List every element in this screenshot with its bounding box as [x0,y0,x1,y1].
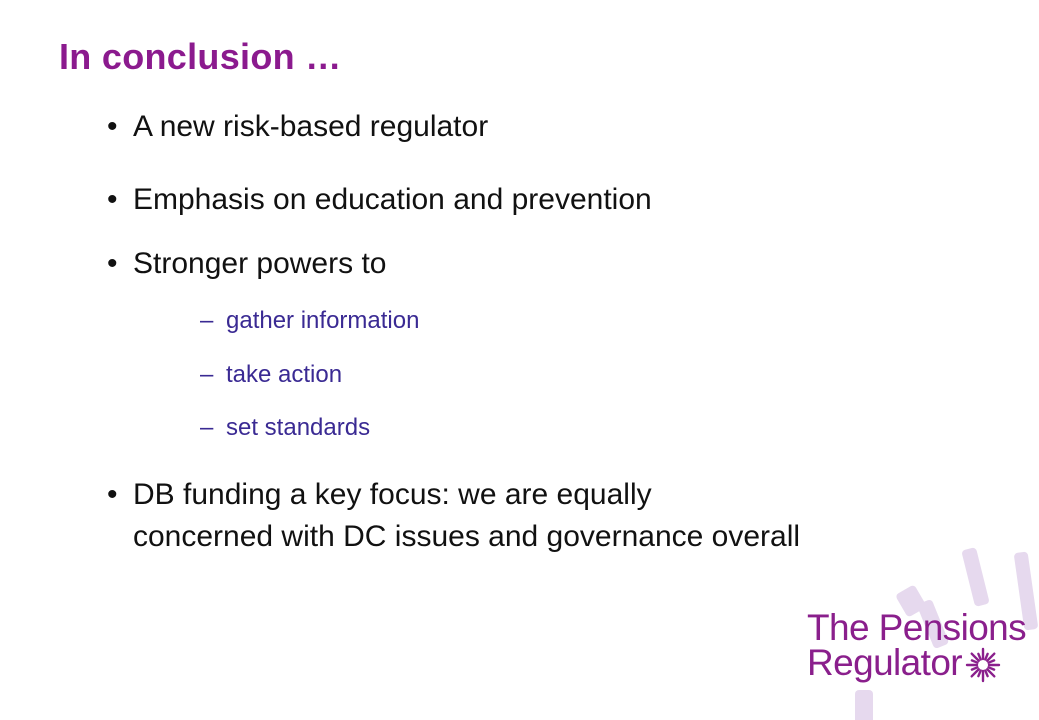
bullet-marker: • [107,183,118,216]
sunburst-ray [989,660,995,662]
logo-line-1: The Pensions [807,607,1027,648]
bullet-continuation [133,516,800,558]
sunburst-ray [978,671,980,677]
bullet-marker: • [107,478,118,511]
slide-title: In conclusion … [59,36,342,77]
bullet-text: A new risk-based regulator [133,110,489,143]
bullet-marker: • [107,247,118,280]
bullet-text: Stronger powers to [133,247,387,280]
sub-bullet-marker: – [200,414,214,441]
sub-bullet-marker: – [200,361,214,388]
bullet-marker: • [107,110,118,143]
sunburst-ray [978,654,980,660]
sub-bullet-text: set standards [226,414,371,441]
bullet-text: Emphasis on education and prevention [133,183,652,216]
sunburst-ray [989,667,995,669]
sub-bullet-text: take action [226,361,343,388]
sub-bullet-marker: – [200,307,214,334]
sunburst-ray [972,660,978,662]
sunburst-ray [985,671,987,677]
sunburst-icon [965,647,1001,683]
bullet-text: DB funding a key focus: we are equally [133,478,652,511]
logo-line-2: Regulator [807,642,963,683]
sunburst-ray [985,654,987,660]
sub-bullet-text: gather information [226,307,420,334]
bullet-continuation-text: concerned with DC issues and governance overall [133,520,801,553]
sunburst-ray [972,667,978,669]
